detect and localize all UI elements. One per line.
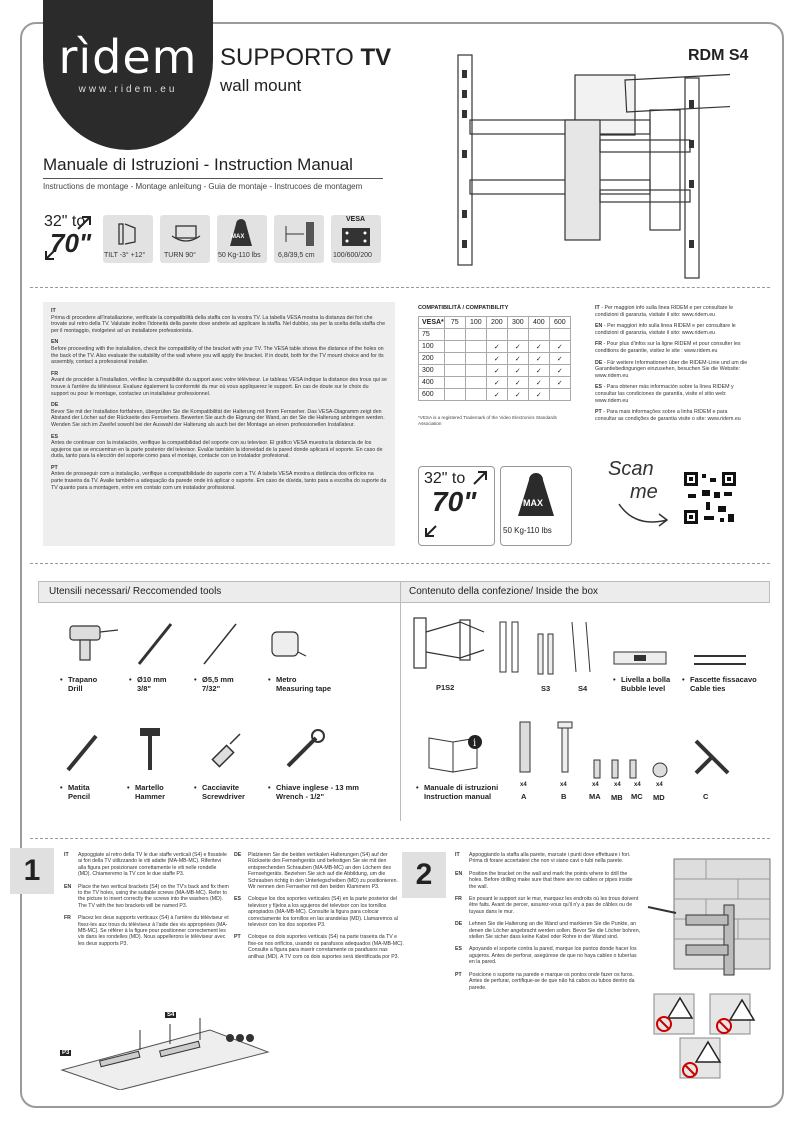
table-cell: ✓ (528, 389, 549, 401)
lang-code: DE (51, 402, 59, 409)
table-cell: ✓ (549, 353, 570, 365)
tool-label: • Chiave inglese - 13 mm Wrench - 1/2" (268, 783, 359, 801)
table-cell: 200 (419, 353, 445, 365)
brand-logo: rìdem (58, 30, 198, 84)
screw-b-icon (552, 718, 578, 778)
step-number: 1 (10, 848, 54, 894)
page-title: SUPPORTO TV (220, 44, 392, 71)
measuring-tape-icon (268, 626, 308, 662)
tilt-icon (113, 220, 143, 248)
socket-wrench-c-icon (690, 735, 734, 779)
table-cell (444, 329, 465, 341)
lang-code: PT (51, 464, 58, 471)
vesa-trademark-note: *VESA is a registered Trademark of the Video Electronics Standards Association (418, 415, 557, 426)
table-cell (507, 329, 528, 341)
lang-text: Prima di procedere all'installazione, verificate la compatibilità della staffa con la vostra TV. La tabella VESA mostra la distanza dei fori che trovate sul retro della TV. Valutate inoltre l'idoneità della parete dove andrete ad applicare la staffa. Nel dubbio, sia per la scelta della staffa che per il montaggio, rivolgetevi ad un installatore professionista. (51, 314, 386, 334)
lang-code: ES (51, 433, 59, 440)
table-cell: ✓ (528, 377, 549, 389)
step2-wall-figure (646, 855, 774, 985)
bracket-s3-icon (496, 618, 526, 678)
part-label-ties: • Fascette fissacavo Cable ties (682, 675, 757, 693)
table-cell: ✓ (486, 389, 507, 401)
vesa-table (418, 316, 571, 401)
compat-title: COMPATIBILITÀ / COMPATIBILITY (418, 305, 509, 311)
table-cell: 75 (419, 329, 445, 341)
table-cell: ✓ (507, 389, 528, 401)
table-row (419, 353, 571, 365)
tools-header: Utensili necessari/ Reccomended tools (49, 586, 222, 597)
table-cell (465, 377, 486, 389)
table-header: 75 (444, 317, 465, 329)
tv-mount-illustration (450, 50, 730, 280)
manual-subtitle: Instructions de montage - Montage anleitung - Guia de montaje - Instrucoes de montagem (43, 182, 363, 191)
tool-label: • Trapano Drill (60, 675, 98, 693)
mount-arm-p1s2-icon (410, 612, 490, 674)
info-line: FR - Pour plus d'infos sur la ligne RIDEM et pour consulter les conditions de garantie, visitez le site : www.ridem.eu (595, 341, 741, 354)
size-arrows-icon (42, 213, 94, 263)
table-cell: ✓ (486, 341, 507, 353)
tools-contents-header (38, 581, 770, 603)
table-cell (444, 353, 465, 365)
table-cell (549, 329, 570, 341)
turn-label: TURN 90° (164, 252, 196, 259)
bubble-level-icon (612, 650, 668, 666)
table-cell: 100 (419, 341, 445, 353)
manual-title: Manuale di Istruzioni - Instruction Manual (43, 155, 353, 174)
part-qty-b: x4 (560, 782, 567, 788)
part-code-c: C (703, 792, 709, 801)
part-label-p1s2: P1S2 (436, 683, 455, 692)
vesa-header-row (419, 317, 571, 329)
table-header: 400 (528, 317, 549, 329)
divider-dashed (30, 287, 770, 288)
table-header: 300 (507, 317, 528, 329)
big-weight-icon (514, 470, 558, 520)
scan-me-label: Scan me (608, 458, 658, 503)
cable-ties-icon (690, 650, 750, 670)
table-cell: 300 (419, 365, 445, 377)
table-header: VESA* (419, 317, 445, 329)
table-cell: ✓ (507, 365, 528, 377)
vesa-label: VESA (346, 216, 366, 223)
part-label-manual: • Manuale di istruzioni Instruction manual (416, 783, 499, 801)
part-label-s3: S3 (541, 684, 551, 693)
table-cell (465, 353, 486, 365)
warranty-info (595, 305, 750, 427)
table-row (419, 341, 571, 353)
anchor-a-icon (512, 718, 538, 778)
info-line: DE - Für weitere Informationen über die RIDEM-Linie und um die Garantiebedingungen einzusehen, besuchen Sie die Website: www.ridem.eu (595, 359, 748, 379)
step1-text-col1: IT Appoggiate al retro della TV le due staffe verticali (S4) e fissatele ai fori della TV utilizzando le viti adatte (MA-MB-MC). Riferitevi alla figura per posizionare correttamente le viti nelle rondelle (MD). Chiameremo la TV con le due staffe P3. EN Place the two vertical brackets (S4) on the TV's back and fix them to the TV holes, using the suitable screws (MA-MB-MC). Refer to the picture to insert correctly the screws into the washers (MD). The TV with the two brackets will be named P3. FR Placez les deux supports verticaux (S4) à l'arrière du téléviseur et fixez-les aux trous du téléviseur à l'aide des vis appropriées (MA-MB-MC). Se référer à la figure pour positionner correctement les vis dans les rondelles (MD). Nous appellerons le téléviseur avec les deux supports P3. (64, 852, 229, 947)
spec-size-to: 70" (50, 228, 92, 258)
part-code-mc: MC (631, 792, 643, 801)
table-row (419, 365, 571, 377)
table-header: 100 (465, 317, 486, 329)
table-cell (465, 329, 486, 341)
table-row (419, 389, 571, 401)
table-cell (549, 389, 570, 401)
manual-title-underline (43, 178, 383, 179)
step2-text: IT Appoggiando la staffa alla parete, marcate i punti dove effettuare i fori. Prima di forare accertatevi che non vi siano cavi o tubi nella parete. EN Position the bracket on the wall and mark the points where to drill the holes. Before drilling make sure that there are no cables or pipes inside the wall. FR En posant le support sur le mur, marquez les endroits où les trous doivent être faits. Avant de percer, assurez-vous qu'il n'y a pas de câbles ou de tuyaux dans le mur. DE Lehnen Sie die Halterung an die Wand und markieren Sie die Punkte, an denen die Löcher angebracht werden sollen. Bevor Sie die Löcher bohren, stellen Sie sicher dass keine Kabel oder Rohre in der Wand sind. ES Apoyando el soporte contra la pared, marque los puntos donde hacer los agujeros. Antes de perforar, asegúrese de que no haya cables o tuberías en la pared. PT Posicione o suporte na parede e marque os pontos onde fazer os furos. Antes de perfurar, certifique-se de que não há cabos ou tubos dentro da parede. (455, 852, 641, 991)
instruction-manual-icon (425, 730, 485, 775)
wrench-icon (282, 728, 326, 772)
language-notes (43, 302, 395, 546)
part-code-ma: MA (589, 792, 601, 801)
tool-label: • Ø10 mm 3/8" (129, 675, 167, 693)
contents-header: Contenuto della confezione/ Inside the box (409, 586, 599, 597)
table-header: 200 (486, 317, 507, 329)
big-weight-max: MAX (523, 498, 543, 508)
drill-bit-5mm-icon (200, 620, 240, 668)
part-code-mb: MB (611, 793, 623, 802)
table-cell: ✓ (486, 365, 507, 377)
turn-icon (168, 222, 204, 246)
tool-label: • Metro Measuring tape (268, 675, 332, 693)
big-size-to: 70" (432, 486, 477, 517)
vesa-icon (340, 226, 372, 248)
part-qty-md: x4 (656, 782, 663, 788)
table-cell (465, 341, 486, 353)
part-code-a: A (521, 792, 527, 801)
table-cell: ✓ (549, 365, 570, 377)
info-line: IT - Per maggiori info sulla linea RIDEM e per consultare le condizioni di garanzia, visitate il sito: www.ridem.eu (595, 305, 734, 318)
part-qty-mb: x4 (614, 782, 621, 788)
part-code-md: MD (653, 793, 665, 802)
big-size-from: 32" to (424, 470, 466, 487)
table-cell: ✓ (507, 353, 528, 365)
model-code: RDM S4 (688, 47, 749, 64)
depth-label: 6,8/39,5 cm (278, 252, 315, 259)
tool-label: • Matita Pencil (60, 783, 91, 801)
lang-code: IT (51, 308, 56, 314)
table-cell: 400 (419, 377, 445, 389)
table-cell (444, 389, 465, 401)
bolts-s3-icon (534, 630, 564, 680)
drill-bit-10mm-icon (135, 620, 175, 668)
weight-label: 50 Kg-110 lbs (218, 252, 261, 259)
arrow-curved-icon (615, 500, 675, 530)
part-qty-a: x4 (520, 782, 527, 788)
tilt-label: TILT -3° +12° (104, 252, 146, 259)
step1-figure (60, 1010, 270, 1090)
weight-max-label: MAX (231, 234, 245, 240)
info-line: EN - Per maggiori info sulla linea RIDEM e per consultare le condizioni di garanzia, visitate il sito: www.ridem.eu (595, 323, 736, 336)
table-cell: 600 (419, 389, 445, 401)
divider-dashed (30, 563, 770, 564)
drill-icon (66, 620, 122, 664)
brand-url: www.ridem.eu (78, 84, 178, 95)
table-row (419, 329, 571, 341)
page-subtitle: wall mount (220, 76, 302, 95)
table-cell (444, 341, 465, 353)
table-cell (465, 365, 486, 377)
lang-text: Antes de prosseguir com a instalação, verifique a compatibilidade do suporte com a TV. A tabela VESA mostra a distância dos orifícios na parte traseira da TV. Avalie também a adequação da parede onde irá aplicar o suporte. Em caso de dúvida, tanto para a escolha do suporte da TV quanto para a montagem, entre em contato com um instalador profissional. (51, 471, 387, 491)
step2-warning-figure (650, 990, 765, 1085)
weight-icon (226, 218, 256, 248)
tool-label: • Ø5,5 mm 7/32" (194, 675, 234, 693)
tool-label: • Martello Hammer (127, 783, 166, 801)
table-cell: ✓ (549, 377, 570, 389)
table-cell: ✓ (528, 365, 549, 377)
table-cell: ✓ (507, 377, 528, 389)
divider-dashed (30, 838, 770, 839)
table-header: 600 (549, 317, 570, 329)
part-label-level: • Livella a bolla Bubble level (613, 675, 671, 693)
table-cell (444, 365, 465, 377)
info-line: PT - Para mais informações sobre a linha RIDEM e para consultar as condições de garantia visite o site: www.ridem.eu (595, 409, 741, 422)
figure-label-p3: P3 (62, 1050, 70, 1056)
table-cell: ✓ (528, 353, 549, 365)
part-qty-ma: x4 (592, 782, 599, 788)
table-cell: ✓ (507, 341, 528, 353)
part-label-s4: S4 (578, 684, 588, 693)
screws-ma-md-icon (590, 758, 680, 780)
info-line: ES - Para obtener más información sobre la línea RIDEM y consultar las condiciones de garantía, visite el sitio web: www.ridem.eu (595, 384, 734, 404)
spec-size-from: 32" to (44, 213, 86, 230)
table-cell: ✓ (486, 377, 507, 389)
big-size-arrows-icon (420, 468, 492, 542)
table-cell: ✓ (528, 341, 549, 353)
bracket-s4-icon (566, 618, 596, 678)
step1-text-col2: DE Platzieren Sie die beiden vertikalen Halterungen (S4) auf der Rückseite des Fernsehgeräts und befestigen Sie sie mit den entsprechenden Schrauben (MA-MB-MC) an den Löchern des Fernsehgeräts. Beziehen Sie sich auf die Abbildung, um die Schrauben richtig in den Unterlegscheiben (MD) zu positionieren. Wir nennen den Fernseher mit den beiden Klammern P3. ES Coloque los dos soportes verticales (S4) en la parte posterior del televisor y fíjelos a los agujeros del televisor con los tornillos apropiados (MA-MB-MC). Consulte la figura para colocar correctamente los tornillos en las arandelas (MD). Llamaremos al televisor con los dos soportes P3. PT Coloque os dois suportes verticais (S4) na parte traseira da TV e fixe-os nos orifícios, usando os parafusos adequados (MA-MB-MC). Consulte a figura para inserir corretamente os parafusos nas anilhas (MD). A TV com os dois suportes será identificada por P3. (234, 852, 404, 960)
table-cell (465, 389, 486, 401)
vesa-values: 100/600/200 (333, 252, 372, 259)
lang-code: EN (51, 339, 59, 346)
table-cell: ✓ (486, 353, 507, 365)
screwdriver-icon (210, 728, 250, 772)
pencil-icon (62, 730, 102, 774)
part-code-b: B (561, 792, 567, 801)
lang-text: Antes de continuar con la instalación, verifique la compatibilidad del soporte con su televisor. El gráfico VESA muestra la distancia de los agujeros que se encuentran en la parte posterior del televisor. Evalúe también la idoneidad de la pared donde aplicará el soporte. En caso de duda, tanto para la elección del soporte como para el montaje, contacte con un instalador profesional. (51, 440, 383, 460)
lang-text: Avant de procéder à l'installation, vérifiez la compatibilité du support avec votre téléviseur. Le tableau VESA indique la distance des trous qui se trouve à l'arrière du téléviseur. Evaluez également la conformité du mur où vous appliquerez le support. En cas de doute sur le choix du support ou pour le montage, contactez un installateur professionnel. (51, 377, 387, 397)
hammer-icon (138, 726, 162, 774)
table-cell (444, 377, 465, 389)
lang-code: FR (51, 370, 59, 377)
table-cell (528, 329, 549, 341)
section-divider (400, 581, 401, 821)
big-weight-label: 50 Kg-110 lbs (503, 526, 552, 535)
table-cell (486, 329, 507, 341)
wall-depth-icon (282, 220, 316, 248)
qr-code[interactable] (682, 470, 738, 526)
step-number: 2 (402, 852, 446, 898)
lang-text: Bevor Sie mit der Installation fortfahren, überprüfen Sie die Kompatibilität der Halterung mit Ihrem Fernseher. Das VESA-Diagramm zeigt den Abstand der Löcher auf der Rückseite des Fernsehers. Bewerten Sie auch die Eignung der Wand, an der Sie die Halterung anbringen werden. Wenden Sie sich im Zweifel sowohl bei der Auswahl der Halterung als auch bei der Montage an einen professionellen Installateur. (51, 408, 385, 428)
part-qty-mc: x4 (634, 782, 641, 788)
table-cell: ✓ (549, 341, 570, 353)
tool-label: • Cacciavite Screwdriver (194, 783, 245, 801)
lang-text: Before proceeding with the installation, check the compatibility of the bracket with your TV. The VESA table shows the distance of the holes on the back of the TV. Also evaluate the suitability of the wall where you will apply the bracket. If in doubt, both for the TV mount choice and for its assembly, contact a professional installer. (51, 345, 384, 366)
figure-label-s4: S4 (167, 1012, 175, 1018)
table-row (419, 377, 571, 389)
svg-text:i: i (473, 738, 477, 749)
